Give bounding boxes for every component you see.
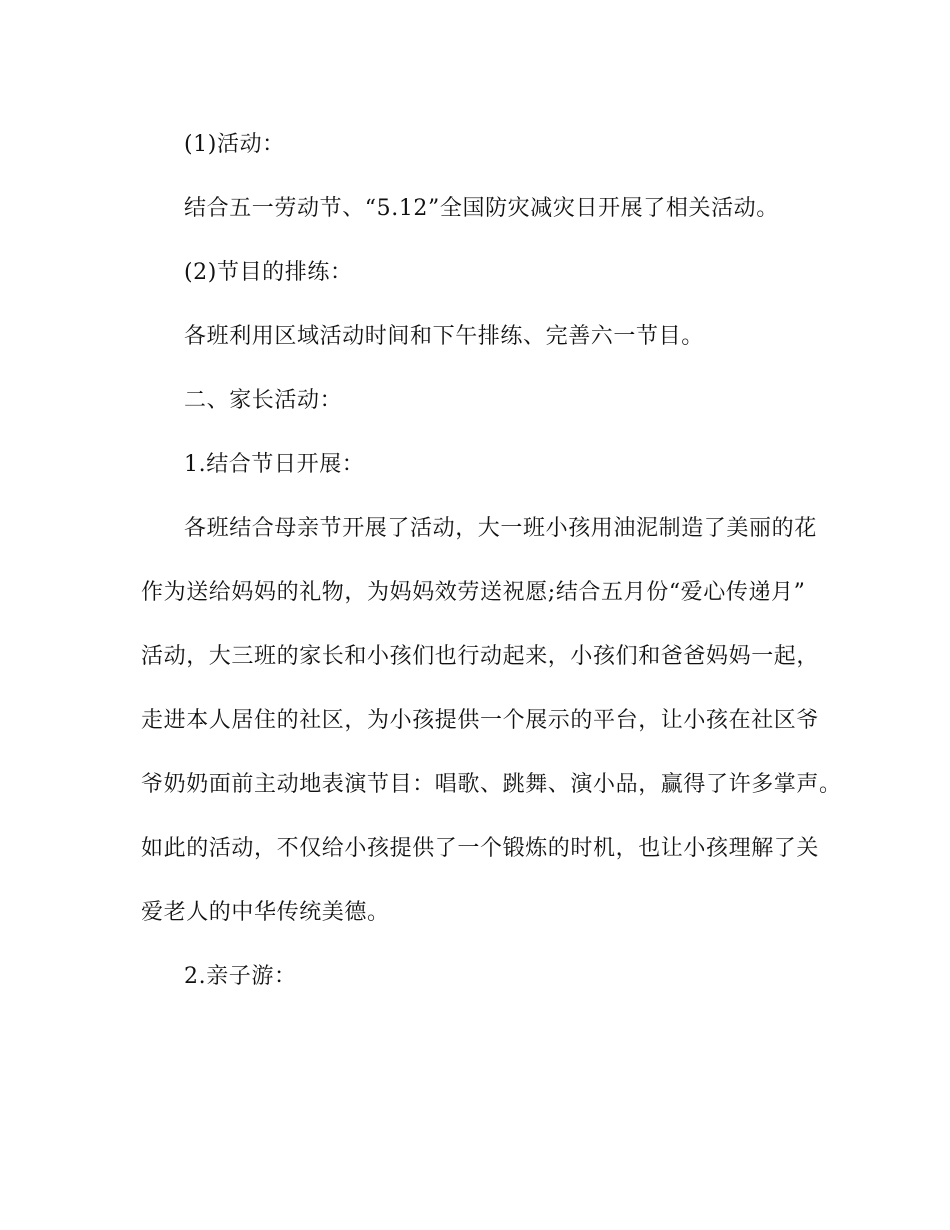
paragraph-line: 爷奶奶面前主动地表演节目：唱歌、跳舞、演小品，赢得了许多掌声。 — [141, 772, 842, 797]
paragraph-line: 作为送给妈妈的礼物，为妈妈效劳送祝愿;结合五月份“爱心传递月” — [141, 580, 806, 605]
paragraph-line: 各班结合母亲节开展了活动，大一班小孩用油泥制造了美丽的花 — [184, 516, 817, 541]
paragraph-line: 活动，大三班的家长和小孩们也行动起来，小孩们和爸爸妈妈一起， — [141, 644, 820, 669]
family-trip-subheading: 2.亲子游： — [184, 964, 297, 989]
section-heading: 二、家长活动： — [184, 388, 343, 413]
paragraph-line: 爱老人的中华传统美德。 — [141, 900, 390, 925]
paragraph-line: 如此的活动，不仅给小孩提供了一个锻炼的时机，也让小孩理解了关 — [141, 836, 820, 861]
paragraph-line: 结合五一劳动节、“5.12”全国防灾减灾日开展了相关活动。 — [184, 196, 779, 221]
paragraph-line: 走进本人居住的社区，为小孩提供一个展示的平台，让小孩在社区爷 — [141, 708, 820, 733]
rehearsal-subheading: (2)节目的排练： — [184, 260, 353, 285]
paragraph-line: 各班利用区域活动时间和下午排练、完善六一节目。 — [184, 324, 704, 349]
activity-subheading: (1)活动： — [184, 132, 285, 157]
festival-subheading: 1.结合节日开展： — [184, 452, 365, 477]
